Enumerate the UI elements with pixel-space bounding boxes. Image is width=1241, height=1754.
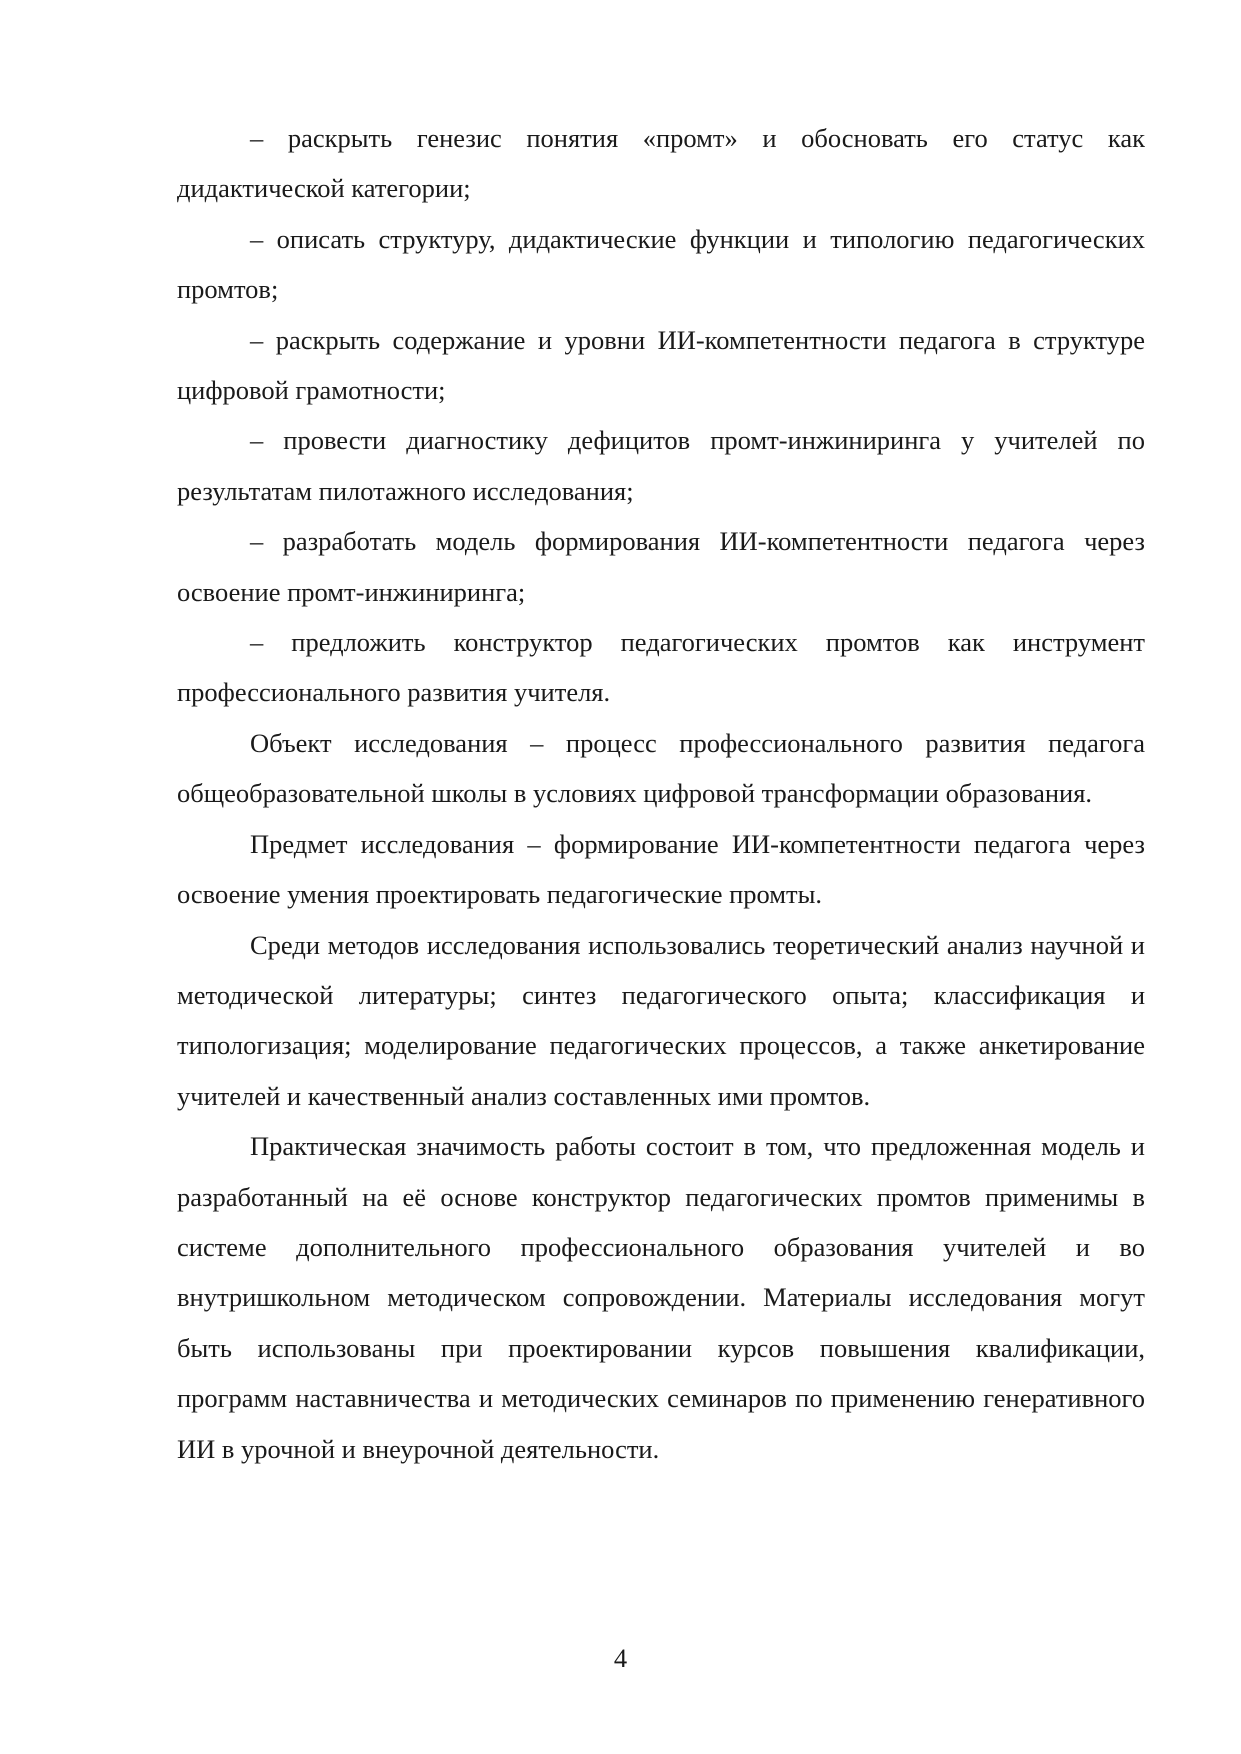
research-methods-paragraph: Среди методов исследования использовались теоретический анализ научной и методической литературы; синтез педагогического опыта; классификация и типологизация; моделирование педагогических процессов, а также анкетирование учителей и качественный анализ составленных ими промтов. (177, 929, 1145, 1111)
research-subject-paragraph: Предмет исследования – формирование ИИ-компетентности педагога через освоение умения проектировать педагогические промты. (177, 828, 1145, 910)
document-body (177, 113, 1145, 1474)
task-item-structure: – описать структуру, дидактические функции и типологию педагогических промтов; (177, 223, 1145, 305)
task-item-genesis: – раскрыть генезис понятия «промт» и обосновать его статус как дидактической категории; (177, 123, 1145, 204)
practical-significance-paragraph: Практическая значимость работы состоит в том, что предложенная модель и разработанный на её основе конструктор педагогических промтов применимы в системе дополнительного профессионального образования учителей и во внутришкольном методическом сопровождении. Материалы исследования могут быть использованы при проектировании курсов повышения квалификации, программ наставничества и методических семинаров по применению генеративного ИИ в урочной и внеурочной деятельности. (177, 1131, 1145, 1464)
research-object-paragraph: Объект исследования – процесс профессионального развития педагога общеобразовательной школы в условиях цифровой трансформации образования. (177, 727, 1145, 809)
task-item-constructor: – предложить конструктор педагогических промтов как инструмент профессионального развития учителя. (177, 627, 1145, 708)
page-number: 4 (613, 1643, 628, 1673)
task-item-model: – разработать модель формирования ИИ-компетентности педагога через освоение промт-инжиниринга; (177, 526, 1145, 607)
task-item-diagnostics: – провести диагностику дефицитов промт-инжиниринга у учителей по результатам пилотажного исследования; (177, 425, 1145, 506)
task-item-competence: – раскрыть содержание и уровни ИИ-компетентности педагога в структуре цифровой грамотности; (177, 324, 1145, 406)
